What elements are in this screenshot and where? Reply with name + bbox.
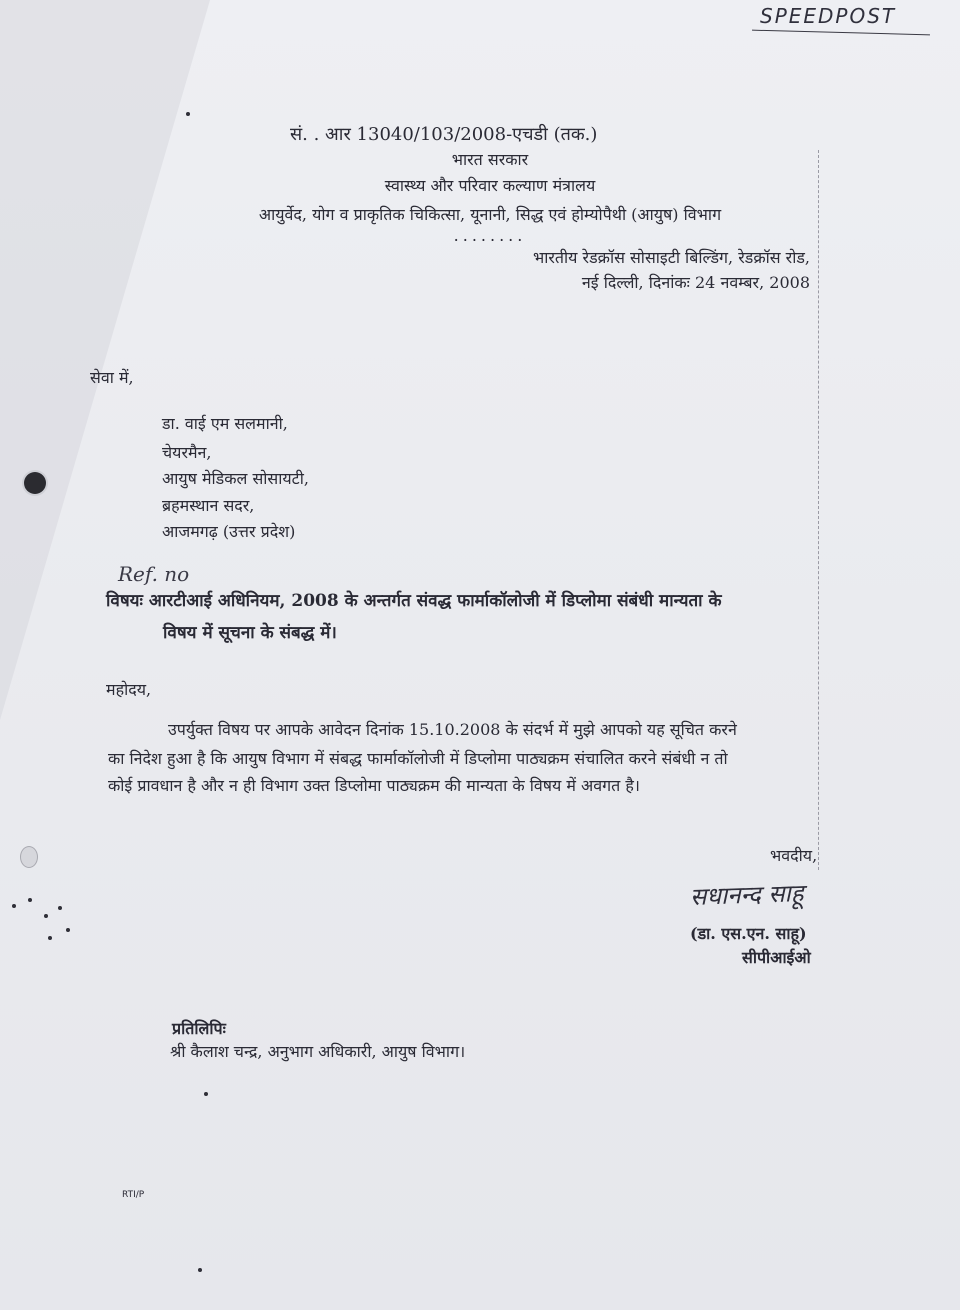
punch-hole (24, 472, 46, 494)
closing-phrase: भवदीय, (770, 846, 818, 865)
copy-to-recipient: श्री कैलाश चन्द्र, अनुभाग अधिकारी, आयुष विभाग। (170, 1042, 466, 1061)
to-label: सेवा में, (90, 368, 134, 387)
header-dots: ........ (453, 226, 527, 245)
paper-fold-shadow (0, 0, 210, 720)
copy-to-label: प्रतिलिपिः (172, 1019, 226, 1038)
ink-speck (186, 112, 190, 116)
handwritten-annotation: Ref. no (118, 562, 190, 586)
office-address: भारतीय रेडक्रॉस सोसाइटी बिल्डिंग, रेडक्रॉस रोड, (532, 248, 810, 267)
body-text-line: का निदेश हुआ है कि आयुष विभाग में संबद्ध फार्माकॉलोजी में डिप्लोमा पाठ्यक्रम संचालित करने संबंधी न तो (108, 749, 728, 768)
signer-name: (डा. एस.एन. साहू) (690, 924, 807, 943)
recipient-line: आयुष मेडिकल सोसायटी, (162, 469, 309, 488)
ink-speck (48, 936, 52, 940)
place-and-date: नई दिल्ली, दिनांकः 24 नवम्बर, 2008 (581, 273, 810, 292)
ink-speck (66, 928, 70, 932)
recipient-line: ब्रहमस्थान सदर, (162, 496, 255, 515)
ink-speck (28, 898, 32, 902)
punch-hole-mark (20, 846, 38, 868)
ink-speck (198, 1268, 202, 1272)
footer-code: RTI/P (122, 1190, 145, 1200)
recipient-line: चेयरमैन, (162, 443, 212, 462)
speedpost-handwritten-note: SPEEDPOST (760, 4, 897, 28)
ink-speck (58, 906, 62, 910)
ink-speck (204, 1092, 208, 1096)
subject-line-continued: विषय में सूचना के संबद्ध में। (163, 623, 337, 643)
ministry-name: स्वास्थ्य और परिवार कल्याण मंत्रालय (384, 176, 596, 195)
margin-fold-line (818, 150, 819, 870)
salutation: महोदय, (106, 680, 152, 699)
ink-speck (12, 904, 16, 908)
body-text-line: उपर्युक्त विषय पर आपके आवेदन दिनांक 15.10.2008 के संदर्भ में मुझे आपको यह सूचित करने (168, 720, 737, 739)
recipient-line: डा. वाई एम सलमानी, (162, 414, 288, 433)
speedpost-underline (752, 30, 930, 36)
reference-number: सं. . आर 13040/103/2008-एचडी (तक.) (290, 124, 598, 145)
body-text-line: कोई प्रावधान है और न ही विभाग उक्त डिप्लोमा पाठ्यक्रम की मान्यता के विषय में अवगत है। (108, 776, 640, 795)
department-name: आयुर्वेद, योग व प्राकृतिक चिकित्सा, यूनानी, सिद्ध एवं होम्योपैथी (आयुष) विभाग (258, 205, 722, 224)
recipient-line: आजमगढ़ (उत्तर प्रदेश) (162, 522, 296, 541)
govt-name: भारत सरकार (451, 150, 529, 169)
handwritten-signature: सधानन्द साहू (689, 879, 804, 911)
subject-line: विषयः आरटीआई अधिनियम, 2008 के अन्तर्गत संवद्ध फार्माकॉलोजी में डिप्लोमा संबंधी मान्यता के (106, 591, 722, 611)
signer-designation: सीपीआईओ (742, 948, 811, 967)
ink-speck (44, 914, 48, 918)
